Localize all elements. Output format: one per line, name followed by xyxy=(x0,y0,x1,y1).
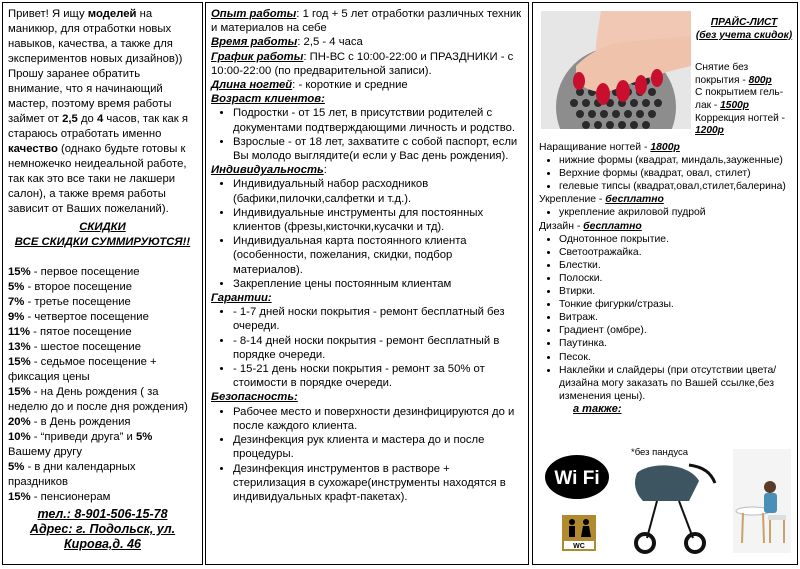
discounts-subtitle: ВСЕ СКИДКИ СУММИРУЮТСЯ!! xyxy=(14,236,191,248)
guarantees-heading: Гарантии: xyxy=(211,292,272,305)
wifi-icon xyxy=(545,455,609,499)
list-item: • Полоски. xyxy=(559,272,795,285)
nail-length-line: Длина ногтей: - короткие и средние xyxy=(211,79,408,92)
discounts-list xyxy=(8,265,197,505)
list-item: • Светоотражайка. xyxy=(559,246,795,259)
discount-item: 20% - в День рождения xyxy=(8,416,131,428)
list-item: • Верхние формы (квадрат, овал, стилет) xyxy=(559,167,795,180)
price-item: Коррекция ногтей - 1200р xyxy=(695,112,786,137)
strengthening-list xyxy=(539,206,795,219)
individuality-heading: Индивидуальность: xyxy=(211,164,327,177)
list-item: • Песок. xyxy=(559,351,795,364)
wc-icon xyxy=(562,515,596,551)
list-item: • Втирки. xyxy=(559,285,795,298)
list-item: • Взрослые - от 18 лет, захватите с собой паспорт, если Вы молодо выглядите(и если у Вас день рождения). xyxy=(233,135,523,163)
wc-label: WC xyxy=(573,543,585,550)
individuality-list xyxy=(211,177,523,291)
wifi-label: Wi Fi xyxy=(554,468,600,489)
discount-item: 15% - на День рождения ( за неделю до и после дня рождения) xyxy=(8,386,188,413)
list-item: • Однотонное покрытие. xyxy=(559,233,795,246)
schedule-line: График работы: ПН-ВС с 10:00-22:00 и ПРАЗДНИКИ - с 10:00-22:00 (по предварительной записи). xyxy=(211,50,514,77)
price-item: Снятие без покрытия - 800р xyxy=(695,62,772,86)
discount-item: 15% - первое посещение xyxy=(8,266,140,278)
stroller-icon xyxy=(635,465,715,552)
list-item: • Дезинфекция инструментов в растворе + стерилизация в сухожаре(инструменты находятся в индивидуальных крафт-пакетах). xyxy=(233,462,523,505)
list-item: • Рабочее место и поверхности дезинфицируются до и после каждого клиента. xyxy=(233,405,523,433)
design-list xyxy=(539,233,795,403)
list-item: • - 15-21 день носки покрытия - ремонт за 50% от стоимости в порядке очереди. xyxy=(233,362,523,390)
discount-item: 7% - третье посещение xyxy=(8,296,131,308)
list-item: • Закрепление цены постоянным клиентам xyxy=(233,277,523,291)
phone-number: тел.: 8-901-506-15-78 xyxy=(37,507,168,521)
price-item: С покрытием гель-лак - 1500р xyxy=(695,87,784,111)
list-item: • - 1-7 дней носки покрытия - ремонт бесплатный без очереди. xyxy=(233,305,523,333)
extension-line: Наращивание ногтей - 1800р xyxy=(539,142,680,153)
list-item: • Тонкие фигурки/стразы. xyxy=(559,298,795,311)
discount-item: 15% - пенсионерам xyxy=(8,491,111,503)
client-age-heading: Возраст клиентов: xyxy=(211,93,325,106)
column-price xyxy=(532,2,798,565)
no-ramp-note: *без пандуса xyxy=(631,447,688,458)
design-line: Дизайн - бесплатно xyxy=(539,220,642,232)
list-item: • Дезинфекция рук клиента и мастера до и после процедуры. xyxy=(233,433,523,461)
price-list-subtitle: (без учета скидок) xyxy=(695,29,793,41)
discount-item: 11% - пятое посещение xyxy=(8,326,132,338)
list-item: • Градиент (омбре). xyxy=(559,324,795,337)
extension-list xyxy=(539,154,795,193)
column-conditions xyxy=(205,2,529,565)
safety-heading: Безопасность: xyxy=(211,391,298,404)
discount-item: 10% - “приведи друга” и 5% Вашему другу xyxy=(8,431,153,458)
safety-list xyxy=(211,405,523,504)
guarantees-list xyxy=(211,305,523,390)
list-item: • Паутинка. xyxy=(559,337,795,350)
column-intro-discounts xyxy=(2,2,203,565)
services-list xyxy=(539,141,795,416)
intro-text: Привет! Я ищу моделей на маникюр, для отработки новых навыков, качества, а также для экспериментов новых дизайнов)) Прошу заранее обратить внимание, что я начинающий мастер, поэтому время работы займет от 2,5 до 4 часов, так как я стараюсь отработать именно качество (однако будьте готовы к немножечко неидеальной работе, так как это все таки не лакшери салон), а также время работы зависит от Ваших пожеланий). xyxy=(8,8,189,215)
discounts-title: СКИДКИ xyxy=(79,221,126,233)
experience-line: Опыт работы: 1 год + 5 лет отработки различных техник и материалов на себе xyxy=(211,8,522,35)
discount-item: 13% - шестое посещение xyxy=(8,341,142,353)
discount-item: 5% - в дни календарных праздников xyxy=(8,461,136,488)
work-time-line: Время работы: 2,5 - 4 часа xyxy=(211,36,363,49)
list-item: • Индивидуальные инструменты для постоянных клиентов (фрезы,кисточки,кусачки и тд). xyxy=(233,206,523,234)
kids-table-icon xyxy=(733,449,791,553)
discount-item: 15% - седьмое посещение + фиксация цены xyxy=(8,356,157,383)
list-item: • нижние формы (квадрат, миндаль,зауженные) xyxy=(559,154,795,167)
amenities xyxy=(539,443,795,561)
discount-item: 5% - второе посещение xyxy=(8,281,133,293)
address: Адрес: г. Подольск, ул. Кирова,д. 46 xyxy=(29,522,176,551)
list-item: • - 8-14 дней носки покрытия - ремонт бесплатный в порядке очереди. xyxy=(233,334,523,362)
manicure-photo xyxy=(541,11,691,129)
list-item: • гелевые типсы (квадрат,овал,стилет,балерина) xyxy=(559,180,795,193)
list-item: • Индивидуальная карта постоянного клиента (особенности, пожелания, скидки, подбор материалов). xyxy=(233,234,523,277)
list-item: • укрепление акриловой пудрой xyxy=(559,206,795,219)
amenities-icons xyxy=(539,443,795,561)
discount-item: 9% - четвертое посещение xyxy=(8,311,149,323)
list-item: • Подростки - от 15 лет, в присутствии родителей с документами подтверждающими личность и родство. xyxy=(233,106,523,134)
list-item: • Блестки. xyxy=(559,259,795,272)
price-list xyxy=(695,17,793,138)
manicure-photo-icon xyxy=(541,11,691,129)
price-list-title: ПРАЙС-ЛИСТ xyxy=(710,17,778,28)
also-heading: а также: xyxy=(573,402,622,415)
list-item: • Наклейки и слайдеры (при отсутствии цвета/дизайна могу заказать по Вашей ссылке,без изменения цены). xyxy=(559,364,795,403)
list-item: • Индивидуальный набор расходников (бафики,пилочки,салфетки и т.д.). xyxy=(233,177,523,205)
client-age-list xyxy=(211,106,523,163)
strengthening-line: Укрепление - бесплатно xyxy=(539,194,664,206)
list-item: • Витраж. xyxy=(559,311,795,324)
